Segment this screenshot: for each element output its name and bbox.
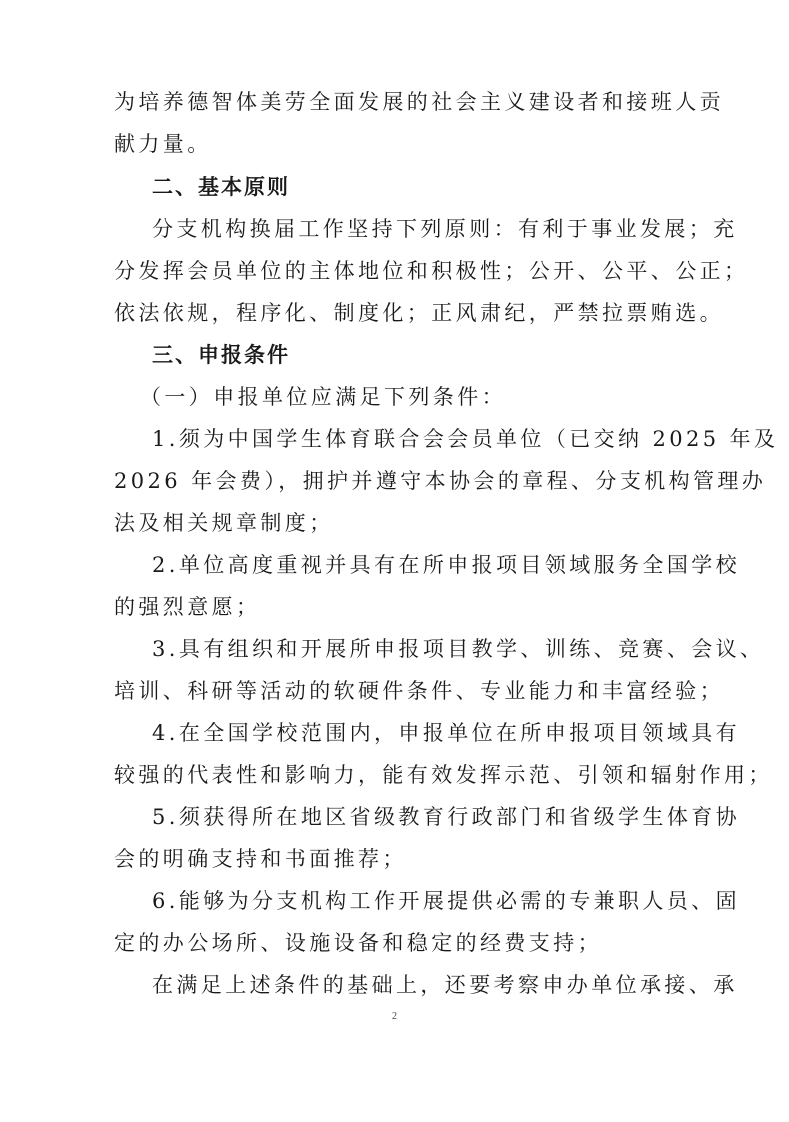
condition-1-line-1: 1.须为中国学生体育联合会会员单位（已交纳 2025 年及 xyxy=(152,427,779,451)
closing-paragraph-line-1: 在满足上述条件的基础上，还要考察申办单位承接、承 xyxy=(152,973,738,997)
condition-5-line-2: 会的明确支持和书面推荐； xyxy=(114,847,407,871)
principles-paragraph-line-2: 分发挥会员单位的主体地位和积极性；公开、公平、公正； xyxy=(114,259,749,283)
condition-2-line-1: 2.单位高度重视并具有在所申报项目领域服务全国学校 xyxy=(152,553,741,577)
condition-3-line-1: 3.具有组织和开展所申报项目教学、训练、竞赛、会议、 xyxy=(152,637,765,661)
principles-paragraph-line-3: 依法依规，程序化、制度化；正风肃纪，严禁拉票贿选。 xyxy=(114,301,724,325)
condition-2-line-2: 的强烈意愿； xyxy=(114,595,261,619)
condition-6-line-1: 6.能够为分支机构工作开展提供必需的专兼职人员、固 xyxy=(152,889,741,913)
condition-1-line-3: 法及相关规章制度； xyxy=(114,511,334,535)
condition-4-line-2: 较强的代表性和影响力，能有效发挥示范、引领和辐射作用； xyxy=(114,763,773,787)
paragraph-continuation-line-2: 献力量。 xyxy=(114,132,212,156)
condition-3-line-2: 培训、科研等活动的软硬件条件、专业能力和丰富经验； xyxy=(114,679,724,703)
section-heading-conditions: 三、申报条件 xyxy=(152,343,290,367)
condition-5-line-1: 5.须获得所在地区省级教育行政部门和省级学生体育协 xyxy=(152,805,741,829)
section-heading-principles: 二、基本原则 xyxy=(152,175,290,199)
condition-1-line-2: 2026 年会费），拥护并遵守本协会的章程、分支机构管理办 xyxy=(114,469,767,493)
subsection-heading-conditions: （一）申报单位应满足下列条件： xyxy=(140,385,506,409)
condition-6-line-2: 定的办公场所、设施设备和稳定的经费支持； xyxy=(114,931,602,955)
paragraph-continuation-line-1: 为培养德智体美劳全面发展的社会主义建设者和接班人贡 xyxy=(114,90,724,114)
principles-paragraph-line-1: 分支机构换届工作坚持下列原则：有利于事业发展；充 xyxy=(152,217,738,241)
condition-4-line-1: 4.在全国学校范围内，申报单位在所申报项目领域具有 xyxy=(152,721,741,745)
page-number: 2 xyxy=(392,1011,397,1022)
